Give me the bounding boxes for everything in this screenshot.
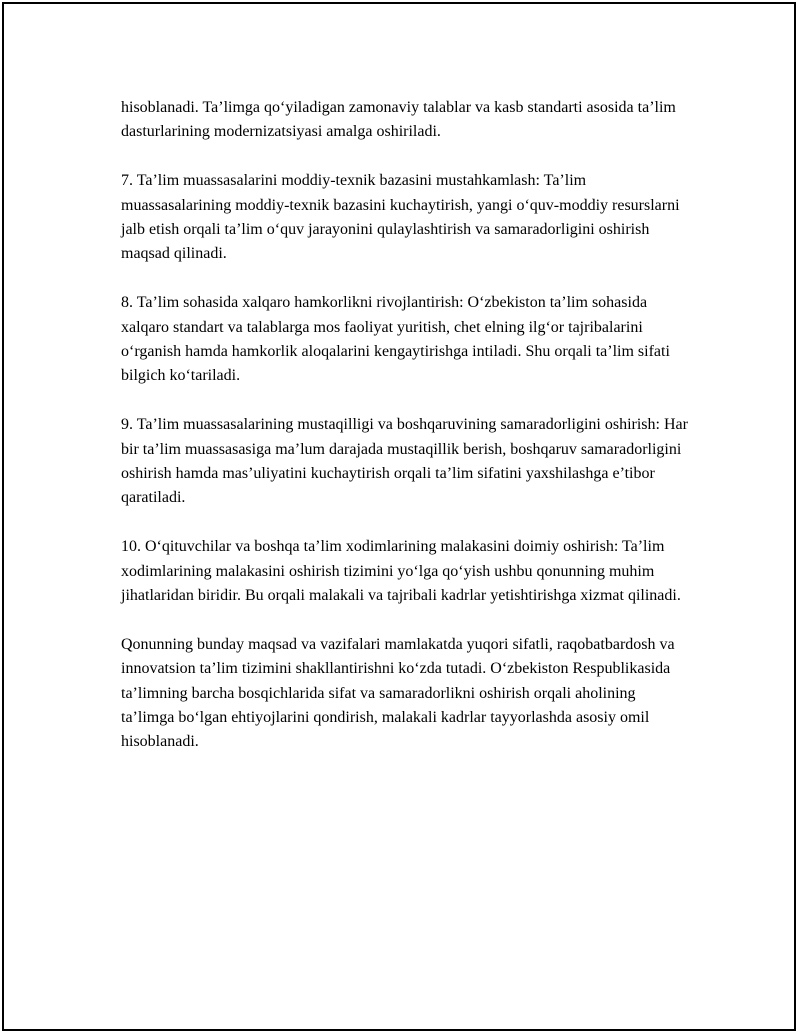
paragraph-item-10: 10. O‘qituvchilar va boshqa ta’lim xodimlarining malakasini doimiy oshirish: Ta’lim xodimlarining malakasini oshirish tizimini yo‘lga qo‘yish ushbu qonunning muhim jihatlaridan biridir. Bu orqali malakali va tajribali kadrlar yetishtirishga xizmat qilinadi.: [121, 538, 681, 605]
page-frame: [2, 2, 796, 1031]
page-content: [121, 96, 691, 755]
paragraph-continuation: hisoblanadi. Ta’limga qo‘yiladigan zamonaviy talablar va kasb standarti asosida ta’lim dasturlarining modernizatsiyasi amalga oshiriladi.: [121, 99, 676, 141]
paragraph-item-8: 8. Ta’lim sohasida xalqaro hamkorlikni rivojlantirish: O‘zbekiston ta’lim sohasida xalqaro standart va talablarga mos faoliyat yuritish, chet elning ilg‘or tajribalarini o‘rganish hamda hamkorlik aloqalarini kengaytirishga intiladi. Shu orqali ta’lim sifati bilgich ko‘tariladi.: [121, 294, 670, 385]
paragraph-conclusion: Qonunning bunday maqsad va vazifalari mamlakatda yuqori sifatli, raqobatbardosh va innovatsion ta’lim tizimini shakllantirishni ko‘zda tutadi. O‘zbekiston Respublikasida ta’limning barcha bosqichlarida sifat va samaradorlikni oshirish orqali aholining ta’limga bo‘lgan ehtiyojlarini qondirish, malakali kadrlar tayyorlashda asosiy omil hisoblanadi.: [121, 635, 675, 751]
paragraph-item-9: 9. Ta’lim muassasalarining mustaqilligi va boshqaruvining samaradorligini oshirish: Har bir ta’lim muassasasiga ma’lum darajada mustaqillik berish, boshqaruv samaradorligini oshirish hamda mas’uliyatini kuchaytirish orqali ta’lim sifatini yaxshilashga e’tibor qaratiladi.: [121, 416, 688, 507]
paragraph-item-7: 7. Ta’lim muassasalarini moddiy-texnik bazasini mustahkamlash: Ta’lim muassasalarining moddiy-texnik bazasini kuchaytirish, yangi o‘quv-moddiy resurslarni jalb etish orqali ta’lim o‘quv jarayonini qulaylashtirish va samaradorligini oshirish maqsad qilinadi.: [121, 172, 680, 263]
